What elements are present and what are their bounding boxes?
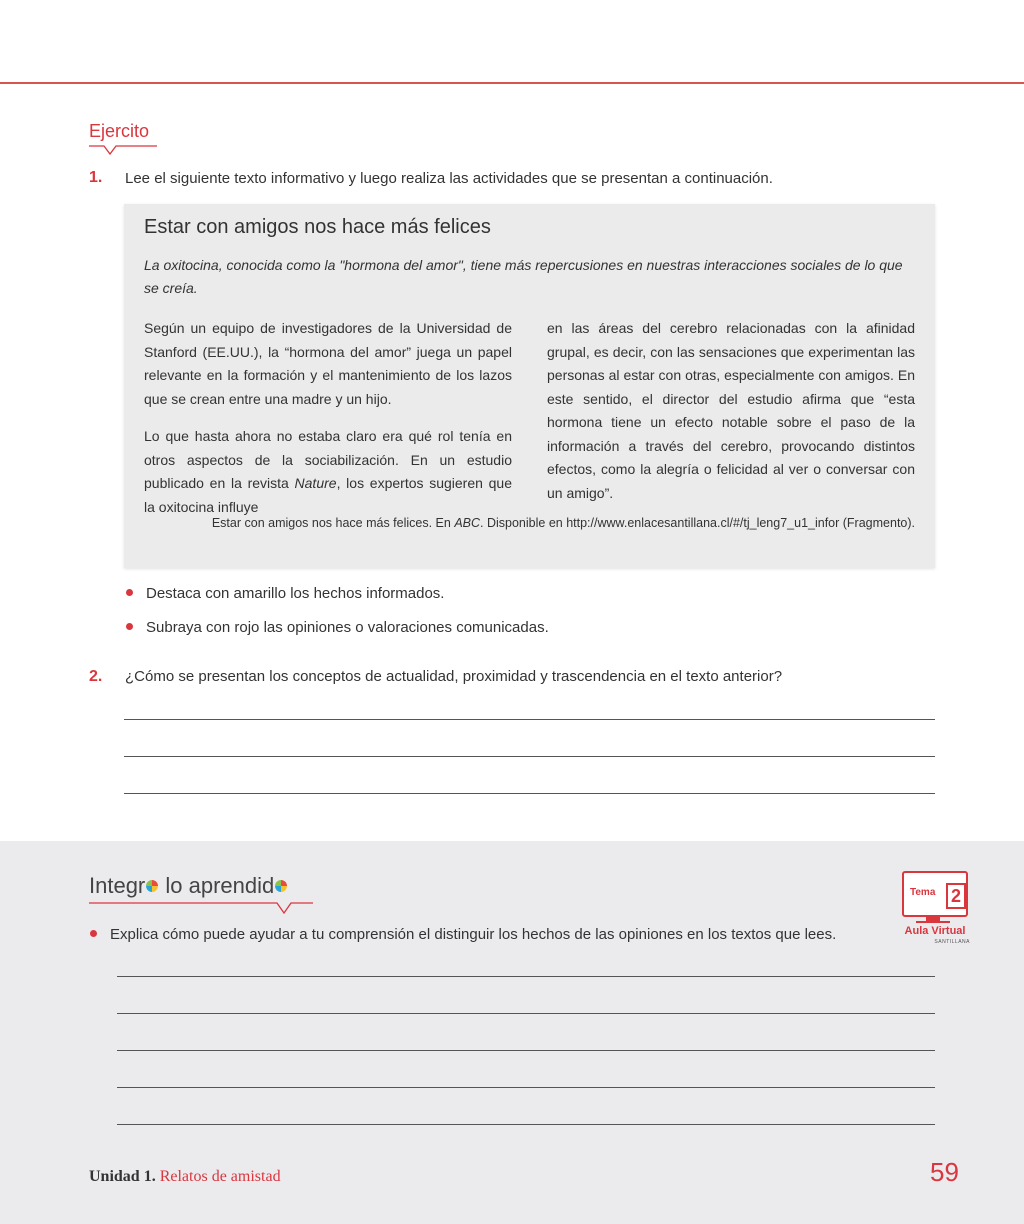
- answer-line[interactable]: [117, 1087, 935, 1088]
- article-lead: La oxitocina, conocida como la "hormona del amor", tiene más repercusiones en nuestras interacciones sociales de lo que se creía.: [144, 257, 903, 296]
- item-1-instruction: Lee el siguiente texto informativo y luego realiza las actividades que se presentan a continuación.: [125, 170, 773, 187]
- article-column-right: [547, 317, 915, 519]
- bullet-icon: [126, 623, 133, 630]
- article-box: [124, 204, 935, 568]
- answer-line[interactable]: [117, 976, 935, 977]
- badge-label: Aula Virtual: [904, 925, 966, 937]
- review-title: Integr lo aprendid: [89, 873, 288, 899]
- footer-unit: Unidad 1. Relatos de amistad: [89, 1168, 281, 1185]
- answer-line[interactable]: [124, 719, 935, 720]
- review-underline: [89, 901, 313, 917]
- page-number: 59: [930, 1157, 959, 1187]
- answer-line[interactable]: [117, 1124, 935, 1125]
- article-source: Estar con amigos nos hace más felices. En ABC. Disponible en http://www.enlacesantillana.cl/#/tj_leng7_u1_infor (Fragmento).: [211, 516, 915, 530]
- answer-line[interactable]: [117, 1013, 935, 1014]
- color-dot-icon: [275, 880, 287, 892]
- monitor-icon: Tema 2: [902, 871, 968, 917]
- review-prompt: Explica cómo puede ayudar a tu comprensión el distinguir los hechos de las opiniones en los textos que lees.: [90, 926, 836, 943]
- list-item: Subraya con rojo las opiniones o valoraciones comunicadas.: [126, 619, 549, 636]
- aula-virtual-badge[interactable]: [900, 869, 970, 945]
- section-underline: [89, 144, 157, 158]
- article-title: Estar con amigos nos hace más felices: [144, 216, 491, 238]
- item-1-number: 1.: [89, 169, 103, 186]
- header-rule: [0, 82, 1024, 84]
- bullet-icon: [126, 589, 133, 596]
- badge-brand: SANTILLANA: [934, 939, 970, 945]
- bullet-icon: [90, 930, 97, 937]
- color-dot-icon: [146, 880, 158, 892]
- answer-line[interactable]: [117, 1050, 935, 1051]
- article-paragraph: Según un equipo de investigadores de la Universidad de Stanford (EE.UU.), la “hormona del amor” juega un papel relevante en la formación y el mantenimiento de los lazos que se crean entre una madre y un hijo.: [144, 320, 512, 407]
- article-column-left: [144, 317, 512, 533]
- answer-line[interactable]: [124, 756, 935, 757]
- answer-line[interactable]: [124, 793, 935, 794]
- item-2-number: 2.: [89, 668, 103, 685]
- item-2-question: ¿Cómo se presentan los conceptos de actualidad, proximidad y trascendencia en el texto anterior?: [125, 668, 783, 685]
- review-section: [0, 841, 1024, 1224]
- article-paragraph: en las áreas del cerebro relacionadas con la afinidad grupal, es decir, con las sensaciones que experimentan las personas al estar con otras, especialmente con amigos. En este sentido, el director del estudio afirma que “esta hormona tiene un efecto notable sobre el paso de la información a través del cerebro, provocando distintos efectos, como la alegría o felicidad al ver o conversar con un amigo”.: [547, 320, 915, 501]
- section-title: Ejercito: [89, 121, 150, 141]
- list-item: Destaca con amarillo los hechos informados.: [126, 585, 444, 602]
- article-paragraph: Lo que hasta ahora no estaba claro era qué rol tenía en otros aspectos de la sociabilización. En un estudio publicado en la revista Nature, los expertos sugieren que la oxitocina influye: [144, 428, 512, 515]
